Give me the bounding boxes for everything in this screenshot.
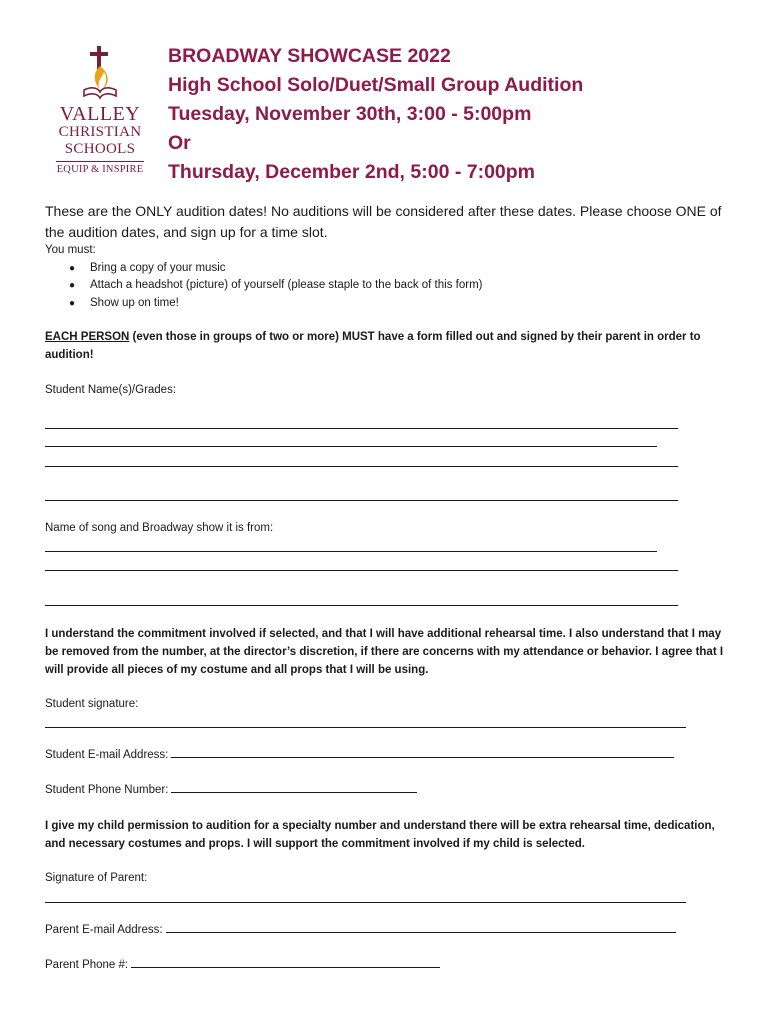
requirements-list bbox=[45, 260, 735, 313]
header-title: BROADWAY SHOWCASE 2022 bbox=[168, 45, 451, 67]
school-logo bbox=[50, 46, 150, 176]
student-phone-field bbox=[45, 782, 417, 798]
header-date-option-1: Tuesday, November 30th, 3:00 - 5:00pm bbox=[168, 103, 532, 125]
parent-email-field bbox=[45, 922, 676, 938]
logo-name-line3: SCHOOLS bbox=[64, 141, 136, 157]
logo-name-line2: CHRISTIAN bbox=[58, 124, 142, 140]
header-date-option-2: Thursday, December 2nd, 5:00 - 7:00pm bbox=[168, 161, 536, 183]
form-header bbox=[168, 42, 748, 187]
parent-signature-line[interactable] bbox=[45, 902, 686, 903]
header-subtitle: High School Solo/Duet/Small Group Audition bbox=[168, 74, 584, 96]
each-person-underlined: EACH PERSON bbox=[45, 331, 130, 343]
student-phone-label: Student Phone Number: bbox=[45, 784, 169, 796]
each-person-note bbox=[45, 328, 735, 364]
logo-name-line1: VALLEY bbox=[59, 103, 141, 125]
logo-tagline: EQUIP & INSPIRE bbox=[56, 164, 144, 175]
student-email-line[interactable] bbox=[171, 747, 674, 758]
student-names-line-1[interactable] bbox=[45, 428, 678, 429]
commitment-statement: I understand the commitment involved if selected, and that I will have additional rehearsal time. I also understand that I may be removed from the number, at the director’s discretion, if there are concerns with my attendance or behavior. I agree that I will provide all pieces of my costume and all props that I will be using. bbox=[45, 628, 724, 676]
cross-flame-book-icon bbox=[82, 46, 118, 102]
parent-phone-line[interactable] bbox=[131, 957, 440, 968]
parent-phone-label: Parent Phone #: bbox=[45, 959, 129, 971]
parent-email-label: Parent E-mail Address: bbox=[45, 924, 163, 936]
student-names-label: Student Name(s)/Grades: bbox=[45, 384, 177, 396]
parent-signature-label: Signature of Parent: bbox=[45, 872, 148, 884]
student-names-line-4[interactable] bbox=[45, 500, 678, 501]
student-signature-label: Student signature: bbox=[45, 698, 139, 710]
intro-text: These are the ONLY audition dates! No auditions will be considered after these dates. Please choose ONE of the audition dates, and sign up for a time slot. bbox=[45, 203, 722, 240]
student-names-line-3[interactable] bbox=[45, 466, 678, 467]
song-name-line-3[interactable] bbox=[45, 605, 678, 606]
student-signature-line[interactable] bbox=[45, 727, 686, 728]
list-item: ● Bring a copy of your music bbox=[69, 260, 735, 278]
parent-permission-statement: I give my child permission to audition for a specialty number and understand there will be extra rehearsal time, dedication, and necessary costumes and props. I will support the commitment involved if my child is selected. bbox=[45, 820, 715, 850]
logo-divider bbox=[56, 161, 144, 162]
song-name-line-2[interactable] bbox=[45, 570, 678, 571]
student-email-label: Student E-mail Address: bbox=[45, 749, 169, 761]
list-item: ● Show up on time! bbox=[69, 295, 735, 313]
student-phone-line[interactable] bbox=[171, 782, 417, 793]
requirements bbox=[45, 242, 735, 312]
song-name-line-1[interactable] bbox=[45, 551, 657, 552]
parent-phone-field bbox=[45, 957, 440, 973]
list-item: ● Attach a headshot (picture) of yourself (please staple to the back of this form) bbox=[69, 277, 735, 295]
each-person-rest: (even those in groups of two or more) MUST have a form filled out and signed by their parent in order to audition! bbox=[45, 331, 701, 361]
student-names-line-2[interactable] bbox=[45, 446, 657, 447]
requirements-heading: You must: bbox=[45, 244, 96, 256]
header-or: Or bbox=[168, 132, 191, 154]
parent-email-line[interactable] bbox=[166, 922, 676, 933]
song-name-label: Name of song and Broadway show it is from: bbox=[45, 522, 274, 534]
student-email-field bbox=[45, 747, 674, 763]
